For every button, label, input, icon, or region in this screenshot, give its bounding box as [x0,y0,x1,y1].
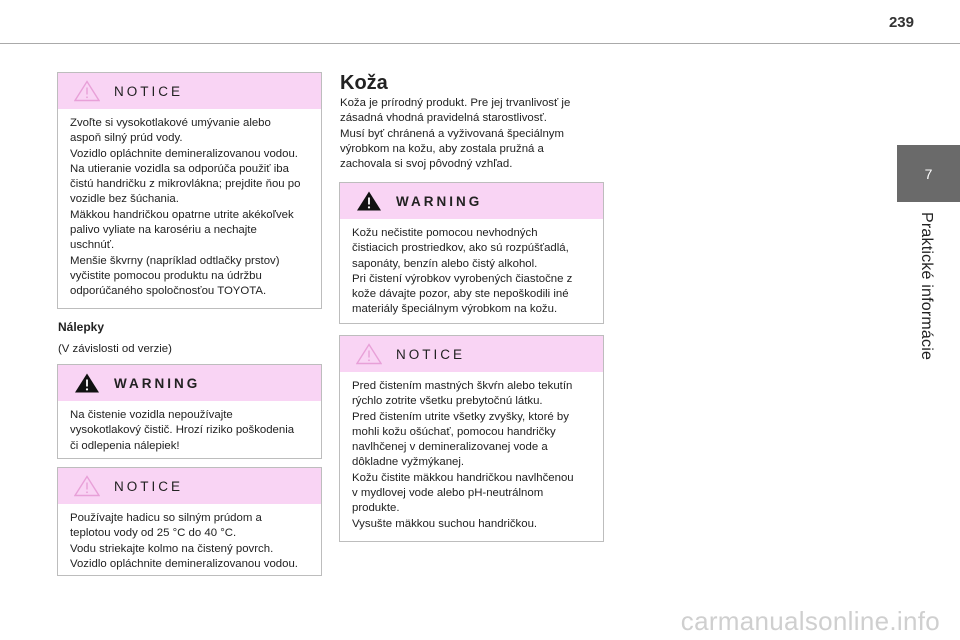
chapter-number: 7 [924,165,933,182]
warning-box-stickers [57,364,322,459]
notice-label: NOTICE [114,478,184,494]
text-line: odporúčaného spoločnosťou TOYOTA. [70,285,267,298]
watermark: carmanualsonline.info [680,606,940,636]
text-line: rýchlo zotrite všetku prebytočnú látku. [352,395,543,408]
text-line: palivo vyliate na karosériu a nechajte [70,224,257,237]
text-line: či odlepenia nálepiek! [70,439,180,452]
warning-text [58,401,321,460]
section-heading-koza: Koža [340,72,388,94]
notice-header [58,73,321,109]
text-line: saponáty, benzín alebo čistý alkohol. [352,257,538,270]
notice-label: NOTICE [396,346,466,362]
text-line: čistiacich prostriedkov, ako sú rozpúšťadlá, [352,242,569,255]
text-line: Vozidlo opláchnite demineralizovanou vodou. [70,557,298,570]
chapter-title: Praktické informácie [918,212,935,361]
notice-header [58,468,321,504]
text-line: Na čistenie vozidla nepoužívajte [70,409,233,421]
text-line: Pred čistením utrite všetky zvyšky, ktoré by [352,410,569,423]
warning-triangle-icon [356,343,382,365]
warning-triangle-icon [74,80,100,102]
text-line: navlhčenej v demineralizovanej vode a [352,441,548,454]
text-line: čistú handričku z mikrovlákna; prejdite ňou po [70,178,301,191]
text-line: teplotou vody od 25 °C do 40 °C. [70,527,237,540]
text-line: v mydlovej vode alebo pH-neutrálnom [352,487,544,500]
text-line: Kožu čistite mäkkou handričkou navlhčenou [352,471,574,484]
section-heading-nalepky: Nálepky [58,320,105,334]
text-line: Používajte hadicu so silným prúdom a [70,512,262,524]
text-line: Mäkkou handričkou opatrne utrite akékoľvek [70,208,294,221]
text-line: Musí byť chránená a vyživovaná špeciálnym [340,127,564,140]
warning-triangle-icon [356,190,382,212]
text-line: kože dávajte pozor, aby ste nepoškodili iné [352,288,569,301]
intro-paragraph [340,96,602,172]
notice-text [58,109,321,306]
text-line: Na utieranie vozidla sa odporúča použiť iba [70,162,289,175]
section-subtext: (V závislosti od verzie) [58,343,172,355]
text-line: vyčistite pomocou produktu na údržbu [70,269,262,282]
text-line: vozidle bez šúchania. [70,193,179,206]
text-line: aspoň silný prúd vody. [70,132,183,145]
notice-box-washing [57,72,322,309]
text-line: vysokotlakový čistič. Hrozí riziko poškodenia [70,424,295,437]
page-number: 239 [888,14,914,31]
notice-box-hose [57,467,322,576]
text-line: materiály špeciálnym výrobkom na kožu. [352,303,558,316]
notice-header [340,336,603,372]
notice-label: NOTICE [114,83,184,99]
text-line: dôkladne vyžmýkanej. [352,456,465,469]
text-line: Zvoľte si vysokotlakové umývanie alebo [70,117,271,129]
warning-label: WARNING [114,375,201,391]
warning-label: WARNING [396,193,483,209]
warning-triangle-icon [74,372,100,394]
text-line: Kožu nečistite pomocou nevhodných [352,227,538,239]
chapter-tab[interactable] [897,145,960,202]
warning-text [340,219,603,324]
text-line: zásadná vhodná pravidelná starostlivosť. [340,112,547,125]
text-line: produkte. [352,502,400,515]
notice-text [340,372,603,538]
warning-box-leather [339,182,604,324]
header-divider [0,43,960,44]
text-line: Pri čistení výrobkov vyrobených čiastočne z [352,272,573,285]
text-line: uschnúť. [70,239,115,252]
text-line: Pred čistením mastných škvŕn alebo tekutín [352,380,573,392]
warning-header [58,365,321,401]
warning-triangle-icon [74,475,100,497]
notice-text [58,504,321,578]
text-line: Koža je prírodný produkt. Pre jej trvanlivosť je [340,97,571,109]
text-line: zachovala si svoj pôvodný vzhľad. [340,158,513,171]
text-line: Vozidlo opláchnite demineralizovanou vodou. [70,147,298,160]
text-line: Vysušte mäkkou suchou handričkou. [352,517,538,530]
notice-box-leather [339,335,604,542]
warning-header [340,183,603,219]
text-line: mohli kožu ošúchať, pomocou handričky [352,425,556,438]
text-line: Vodu striekajte kolmo na čistený povrch. [70,542,274,555]
text-line: výrobkom na kožu, aby zostala pružná a [340,142,544,155]
text-line: Menšie škvrny (napríklad odtlačky prstov) [70,254,280,267]
